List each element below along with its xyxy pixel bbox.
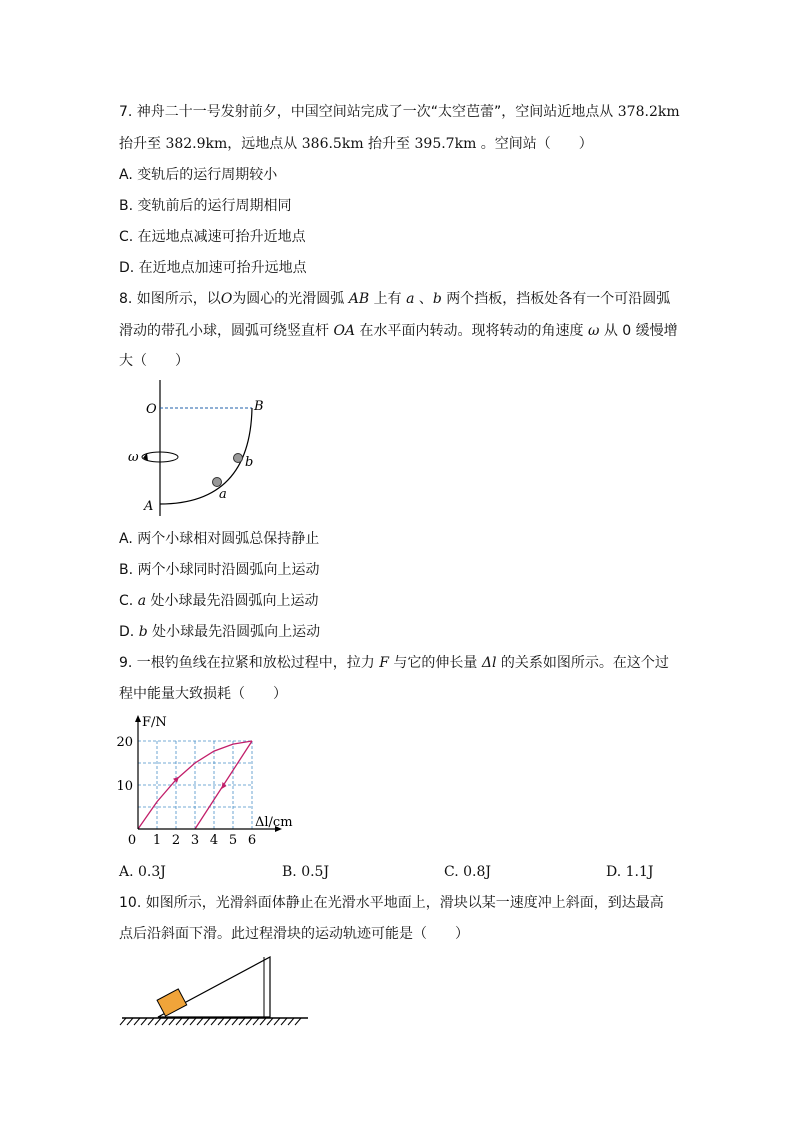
label-A: A [144, 499, 154, 514]
q7-option-c: C. 在远地点减速可抬升近地点 [119, 229, 306, 245]
q8-text: 、 [414, 291, 433, 307]
x-tick-label: 4 [209, 833, 219, 848]
x-tick-label: 3 [190, 833, 200, 848]
hatch-mark [288, 1018, 294, 1025]
hatch-mark [204, 1018, 210, 1025]
option-text: 处小球最先沿圆弧向上运动 [147, 624, 321, 640]
q8-text: 滑动的带孔小球，圆弧可绕竖直杆 [119, 323, 334, 339]
q8-line-1 [119, 290, 670, 308]
label-b: b [245, 455, 254, 470]
hatch-mark [267, 1018, 273, 1025]
ground-hatch [120, 1018, 301, 1025]
q7-text: 7. 神舟二十一号发射前夕，中国空间站完成了一次“太空芭蕾”，空间站近地点从 [119, 104, 618, 120]
hatch-mark [232, 1018, 238, 1025]
option-prefix: D. [119, 624, 139, 640]
q7-value: 386.5km [301, 136, 364, 152]
hatch-mark [148, 1018, 154, 1025]
hatch-mark [211, 1018, 217, 1025]
var-omega: ω [587, 323, 600, 339]
hatch-mark [190, 1018, 196, 1025]
q7-option-a: A. 变轨后的运行周期较小 [119, 167, 278, 183]
ball-a [213, 478, 222, 487]
hatch-mark [197, 1018, 203, 1025]
q7-text: 抬升至 [363, 136, 415, 152]
q7-value: 378.2km [617, 104, 680, 120]
var-O: O [220, 291, 233, 307]
hatch-mark [253, 1018, 259, 1025]
q7-value: 395.7km [414, 136, 477, 152]
hatch-mark [183, 1018, 189, 1025]
label-O: O [146, 402, 157, 417]
label-B: B [254, 399, 264, 414]
q7-option-b: B. 变轨前后的运行周期相同 [119, 198, 292, 214]
var-b: b [432, 291, 442, 307]
q8-line-3: 大（ ） [119, 353, 189, 369]
q7-text: 抬升至 [119, 136, 166, 152]
hatch-mark [155, 1018, 161, 1025]
q8-option-d [119, 623, 320, 641]
hatch-mark [225, 1018, 231, 1025]
var-OA: OA [333, 323, 356, 339]
q9-chart [110, 712, 300, 850]
hatch-mark [295, 1018, 301, 1025]
label-omega: ω [128, 450, 139, 465]
q8-text: 从 0 缓慢增 [599, 323, 678, 339]
q8-option-a: A. 两个小球相对圆弧总保持静止 [119, 531, 320, 547]
q9-option-d: D. 1.1J [606, 864, 654, 880]
hatch-mark [169, 1018, 175, 1025]
hatch-mark [176, 1018, 182, 1025]
q7-text: ，远地点从 [227, 136, 302, 152]
q10-figure [118, 950, 318, 1030]
ball-b [234, 454, 243, 463]
q8-option-c [119, 592, 319, 610]
q9-text: 与它的伸长量 [388, 655, 482, 671]
label-a: a [219, 487, 227, 502]
y-axis-label: F/N [142, 715, 167, 730]
x-tick-label: 2 [171, 833, 181, 848]
q7-option-d: D. 在近地点加速可抬升远地点 [119, 260, 307, 276]
q10-line-2: 点后沿斜面下滑。此过程滑块的运动轨迹可能是（ ） [119, 926, 469, 942]
hatch-mark [162, 1018, 168, 1025]
var-delta-l: Δl [481, 655, 497, 671]
q9-option-c: C. 0.8J [444, 864, 491, 880]
hatch-mark [141, 1018, 147, 1025]
hatch-mark [218, 1018, 224, 1025]
hatch-mark [134, 1018, 140, 1025]
hatch-mark [120, 1018, 126, 1025]
x-tick-label: 1 [152, 833, 162, 848]
x-tick-label: 0 [127, 833, 137, 848]
var-F: F [379, 655, 389, 671]
var-a: a [406, 291, 415, 307]
q9-text: 的关系如图所示。在这个过 [496, 655, 669, 671]
option-text: 处小球最先沿圆弧向上运动 [146, 593, 319, 609]
q8-text: 两个挡板，挡板处各有一个可沿圆弧 [441, 291, 671, 307]
q8-text: 上有 [369, 291, 407, 307]
q9-option-a: A. 0.3J [119, 864, 166, 880]
hatch-mark [246, 1018, 252, 1025]
q8-option-b: B. 两个小球同时沿圆弧向上运动 [119, 562, 320, 578]
q9-option-b: B. 0.5J [282, 864, 330, 880]
x-tick-label: 6 [247, 833, 257, 848]
q10-line-1: 10. 如图所示，光滑斜面体静止在光滑水平地面上，滑块以某一速度冲上斜面，到达最高 [119, 895, 664, 911]
hatch-mark [260, 1018, 266, 1025]
q7-text: 。空间站（ ） [476, 136, 593, 152]
q7-line-1 [119, 103, 680, 121]
var-a: a [137, 593, 147, 609]
option-prefix: C. [119, 593, 138, 609]
hatch-mark [239, 1018, 245, 1025]
q9-line-2: 程中能量大致损耗（ ） [119, 686, 287, 702]
hatch-mark [274, 1018, 280, 1025]
x-axis-label: Δl/cm [255, 815, 293, 830]
y-tick-label: 20 [116, 735, 133, 750]
q7-value: 382.9km [165, 136, 228, 152]
hatch-mark [281, 1018, 287, 1025]
y-axis-arrow [135, 715, 141, 722]
var-b: b [138, 624, 148, 640]
y-tick-label: 10 [116, 779, 133, 794]
x-tick-label: 5 [228, 833, 238, 848]
q8-text: 为圆心的光滑圆弧 [232, 291, 349, 307]
q8-text: 8. 如图所示，以 [119, 291, 221, 307]
q9-text: 9. 一根钓鱼线在拉紧和放松过程中，拉力 [119, 655, 380, 671]
q8-text: 在水平面内转动。现将转动的角速度 [355, 323, 588, 339]
var-AB: AB [348, 291, 370, 307]
q7-line-2 [119, 135, 593, 153]
q9-line-1 [119, 654, 669, 672]
q8-figure [120, 376, 280, 522]
hatch-mark [127, 1018, 133, 1025]
q8-line-2 [119, 322, 678, 340]
